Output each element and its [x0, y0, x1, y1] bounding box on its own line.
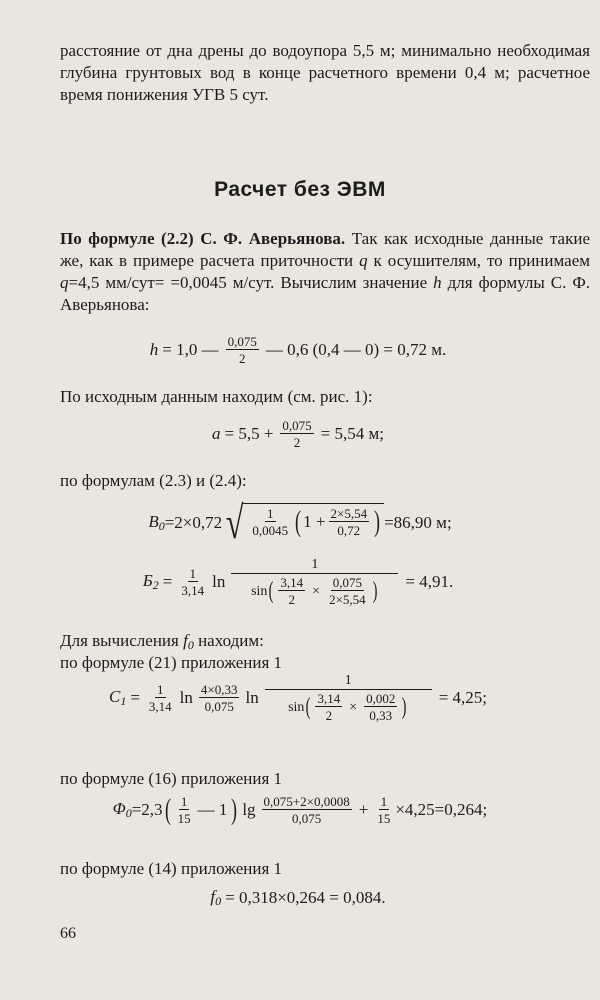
- eq-term: — 0,6 (0,4 — 0) = 0,72 м.: [265, 340, 447, 359]
- radicand: [243, 503, 384, 538]
- eq-term: ×: [312, 583, 321, 599]
- right-paren: ): [372, 578, 378, 604]
- fraction-denominator: 2×5,54: [329, 592, 366, 607]
- fraction-numerator: 1: [267, 505, 274, 521]
- fraction-denominator: 15: [177, 811, 191, 826]
- equation-B2: [0, 556, 600, 607]
- fraction-numerator: 0,002: [366, 691, 396, 706]
- paragraph-heading: По формуле (2.2) С. Ф. Аверьянова.: [60, 229, 346, 248]
- variable-q: q: [60, 273, 69, 292]
- fraction-numerator: 3,14: [280, 575, 304, 590]
- eq-term: ln: [245, 687, 259, 707]
- fraction: [327, 575, 368, 607]
- eq-lhs: h: [149, 340, 159, 359]
- text-line-data: По исходным данным находим (см. рис. 1):: [60, 387, 373, 406]
- fraction-numerator: 1: [189, 565, 197, 581]
- fraction-denominator: 0,33: [369, 708, 393, 723]
- fraction-denominator: [249, 574, 381, 607]
- right-paren: ): [231, 793, 238, 826]
- fraction-numerator: 0,075+2×0,0008: [263, 794, 350, 809]
- text-line-formula16: по формуле (16) приложения 1: [60, 769, 283, 788]
- fraction-numerator: 0,075: [282, 418, 312, 433]
- eq-term: 1 +: [303, 511, 326, 531]
- equation-a: [0, 418, 600, 450]
- eq-term: = 4,91.: [405, 571, 454, 591]
- fraction-denominator: 3,14: [181, 582, 205, 598]
- eq-term: +: [358, 800, 369, 819]
- variable-h: h: [433, 273, 442, 292]
- fraction-denominator: 0,72: [337, 522, 361, 538]
- eq-term: ×: [349, 699, 358, 715]
- fraction: [278, 575, 305, 607]
- eq-term: = 5,5 +: [224, 424, 274, 443]
- fraction-denominator: 3,14: [148, 698, 172, 714]
- fraction-numerator: 1: [265, 672, 432, 690]
- fraction-denominator: 2: [293, 435, 301, 450]
- radical-sign: √: [225, 497, 244, 548]
- variable-q: q: [359, 251, 368, 270]
- section-title: Расчет без ЭВМ: [214, 178, 386, 201]
- left-paren: (: [306, 694, 311, 720]
- text-part: Для вычисления: [60, 631, 184, 650]
- eq-term: = 0,318×0,264 = 0,084.: [225, 888, 386, 907]
- fraction-denominator: [286, 690, 410, 723]
- eq-term: =2×0,72: [164, 513, 223, 532]
- fraction: [265, 672, 432, 723]
- intro-paragraph: расстояние от дна дрены до водоупора 5,5 м; минимально необходимая глубина грунтовых вод в конце расчетного времени 0,4 м; расчетное время понижения УГВ 5 сут.: [60, 41, 590, 104]
- eq-term: =: [162, 571, 173, 591]
- eq-term: lg: [242, 800, 256, 819]
- fraction-denominator: 2: [288, 592, 296, 607]
- equation-f0: [0, 887, 600, 909]
- paragraph-text-c: =4,5 мм/сут= =0,0045 м/сут. Вычислим значение: [68, 273, 434, 292]
- left-paren: (: [269, 578, 274, 604]
- equation-Phi0: [0, 794, 600, 826]
- fraction: [280, 418, 313, 450]
- fraction: [315, 691, 342, 723]
- fraction-numerator: 2×5,54: [330, 505, 368, 521]
- text-part: находим:: [193, 631, 264, 650]
- fraction: [231, 556, 398, 607]
- fraction-numerator: 0,075: [227, 334, 257, 349]
- fraction-numerator: 1: [180, 794, 188, 809]
- fraction-numerator: 4×0,33: [200, 681, 238, 697]
- paragraph-text-b: к осушителям, то принимаем: [367, 251, 590, 270]
- equation-B0: [0, 497, 600, 548]
- fraction-denominator: 2: [325, 708, 333, 723]
- eq-term: = 5,54 м;: [320, 424, 384, 443]
- fraction-numerator: 1: [231, 556, 398, 574]
- eq-term: =: [130, 687, 140, 707]
- eq-term: =86,90 м;: [384, 513, 452, 532]
- paragraph-text-a: Так как исходные данные такие же, как в примере расчета приточности: [60, 229, 590, 270]
- square-root: [222, 497, 384, 548]
- sin-label: sin: [251, 583, 268, 599]
- fraction: [176, 794, 193, 826]
- eq-term: — 1: [197, 800, 228, 819]
- fraction-denominator: 0,0045: [252, 522, 289, 538]
- fraction-numerator: 3,14: [317, 691, 341, 706]
- fraction: [364, 691, 397, 723]
- fraction: [250, 506, 290, 538]
- eq-lhs: $f_0$: [210, 887, 222, 908]
- left-paren: (: [164, 793, 171, 826]
- eq-lhs: $B_0$: [148, 512, 165, 533]
- eq-lhs: $Б_2$: [142, 570, 159, 592]
- left-paren: (: [295, 504, 302, 538]
- paragraph-text-d: для формулы С. Ф. Аверьянова:: [60, 273, 590, 314]
- fraction: [329, 506, 370, 538]
- fraction: [262, 794, 352, 826]
- right-paren: ): [374, 504, 381, 538]
- equation-h: [0, 334, 600, 366]
- fraction-numerator: 0,075: [332, 575, 362, 590]
- right-paren: ): [401, 694, 407, 720]
- fraction-denominator: 15: [377, 811, 391, 826]
- sin-label: sin: [288, 699, 305, 715]
- eq-term: ×4,25=0,264;: [395, 800, 488, 819]
- fraction-denominator: 0,075: [204, 698, 234, 714]
- eq-term: ln: [179, 687, 193, 707]
- eq-lhs: $C_1$: [108, 686, 127, 708]
- eq-lhs: a: [211, 424, 221, 443]
- fraction-denominator: 0,075: [292, 811, 322, 826]
- text-line-formulas: по формулам (2.3) и (2.4):: [60, 471, 247, 490]
- fraction: [147, 682, 174, 714]
- eq-term: = 4,25;: [438, 687, 488, 707]
- text-line-formula14: по формуле (14) приложения 1: [60, 859, 283, 878]
- fraction: [179, 566, 206, 598]
- fraction-denominator: 2: [238, 351, 246, 366]
- text-line-formula21: по формуле (21) приложения 1: [60, 653, 283, 672]
- fraction: [199, 682, 240, 714]
- formula-averyanov-paragraph: [60, 228, 590, 316]
- eq-term: ln: [212, 571, 226, 591]
- fraction: [226, 334, 259, 366]
- fraction-numerator: 1: [380, 794, 388, 809]
- fraction: [375, 794, 392, 826]
- eq-term: =2,3: [131, 800, 163, 819]
- eq-lhs: $\Phi_0$: [112, 799, 132, 820]
- eq-term: = 1,0 —: [162, 340, 219, 359]
- fraction-numerator: 1: [157, 681, 164, 697]
- page-number: 66: [60, 925, 76, 942]
- equation-C1: [0, 672, 600, 723]
- variable-f0: $f_0$: [183, 631, 194, 652]
